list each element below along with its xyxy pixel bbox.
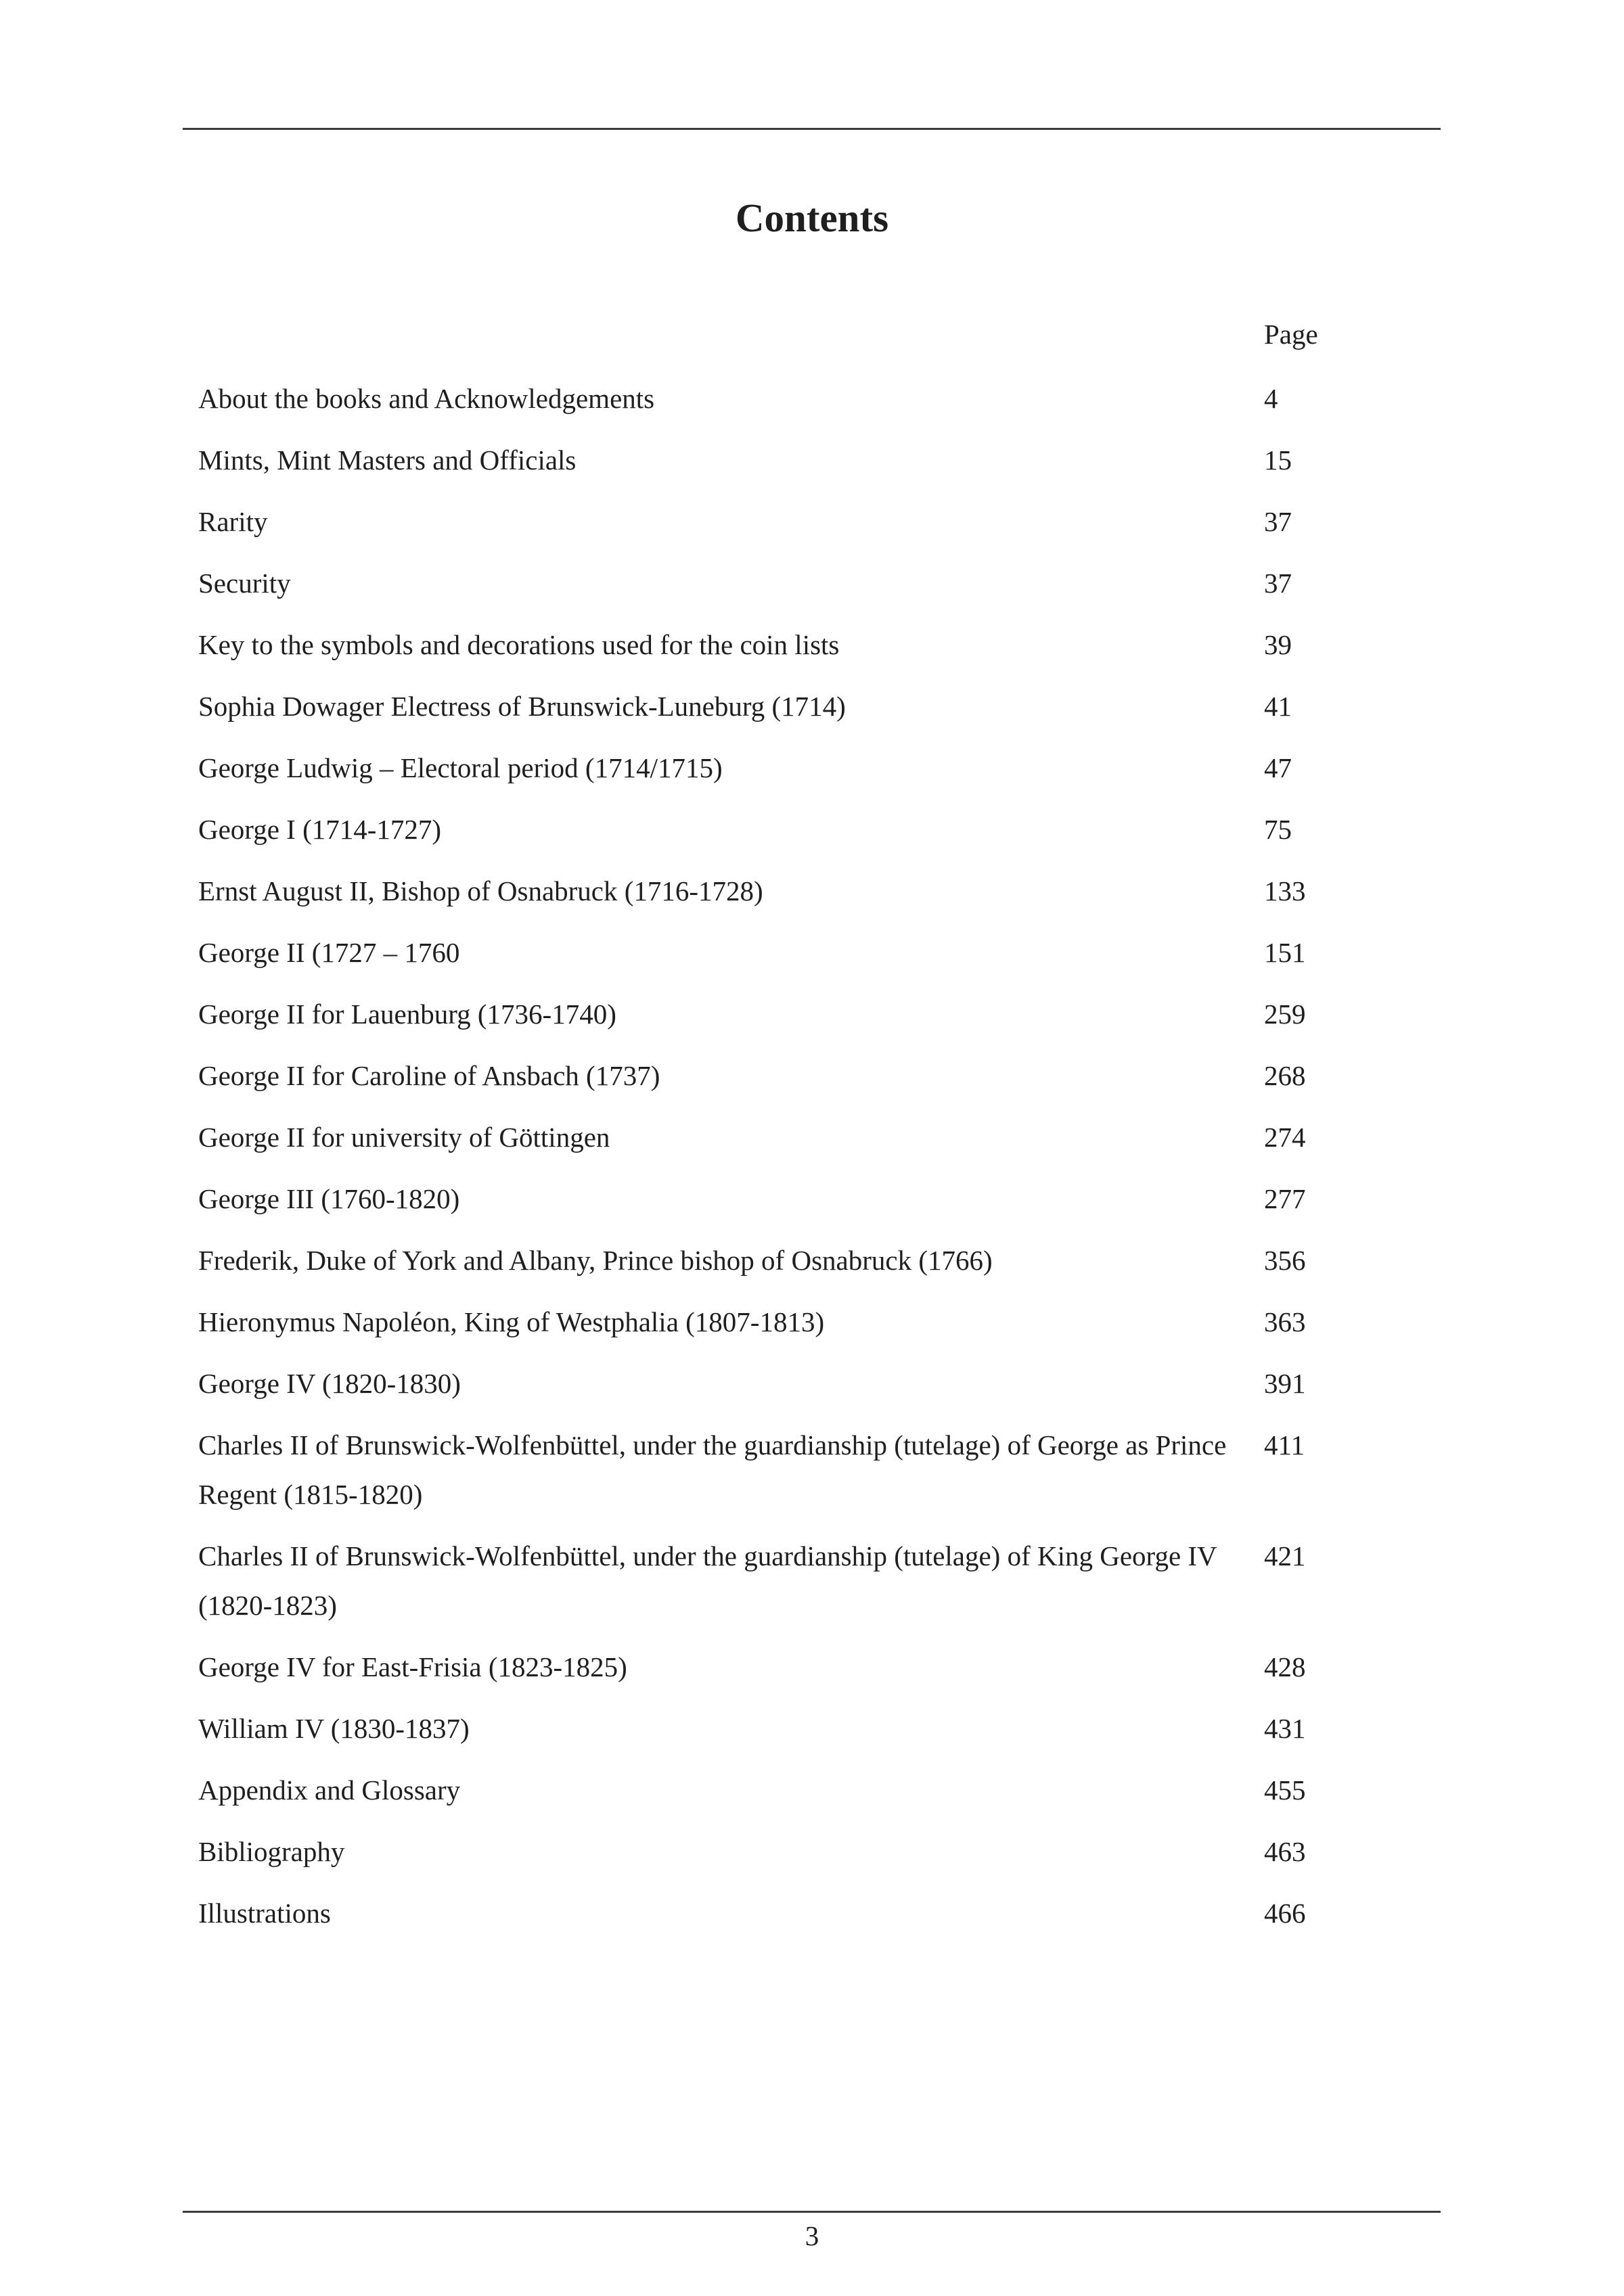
toc-entry: [198, 1174, 1458, 1224]
toc-entry-page: 463: [1264, 1836, 1306, 1867]
toc-entry-label: Security: [198, 568, 291, 599]
toc-entry: [198, 1532, 1458, 1630]
toc-entry: [198, 1704, 1458, 1753]
toc-entry: [198, 559, 1458, 608]
toc-entry-page: 356: [1264, 1245, 1306, 1276]
footer-page-number: 3: [805, 2220, 819, 2251]
toc-entry-page: 455: [1264, 1774, 1306, 1806]
toc-entry-label: Sophia Dowager Electress of Brunswick-Luneburg (1714): [198, 691, 846, 722]
toc-entry-page: 277: [1264, 1183, 1306, 1214]
toc-entry-page: 411: [1264, 1429, 1305, 1461]
toc-entry-page: 431: [1264, 1713, 1306, 1744]
toc-entry-page: 391: [1264, 1368, 1306, 1399]
toc-entry-page: 421: [1264, 1540, 1306, 1571]
toc-entry-label: George II for Caroline of Ansbach (1737): [198, 1060, 660, 1091]
toc-list: [198, 374, 1458, 1950]
toc-entry: [198, 743, 1458, 793]
page-column-header: Page: [1264, 319, 1318, 350]
toc-entry-label: Ernst August II, Bishop of Osnabruck (1716-1728): [198, 875, 763, 906]
toc-entry-page: 37: [1264, 568, 1292, 599]
toc-entry: [198, 1359, 1458, 1408]
toc-entry-label: William IV (1830-1837): [198, 1713, 470, 1744]
toc-entry: [198, 1643, 1458, 1692]
toc-entry-label: Frederik, Duke of York and Albany, Prince bishop of Osnabruck (1766): [198, 1245, 993, 1276]
toc-entry: [198, 805, 1458, 854]
toc-entry-label: George II (1727 – 1760: [198, 937, 460, 968]
toc-entry: [198, 867, 1458, 916]
toc-entry-page: 15: [1264, 444, 1292, 476]
toc-entry: [198, 1113, 1458, 1162]
toc-entry-label: Mints, Mint Masters and Officials: [198, 444, 577, 476]
toc-entry: [198, 1298, 1458, 1347]
toc-entry-label: George IV for East-Frisia (1823-1825): [198, 1651, 627, 1682]
toc-entry-label: George III (1760-1820): [198, 1183, 460, 1214]
toc-entry-label: Illustrations: [198, 1898, 331, 1929]
toc-entry-page: 274: [1264, 1122, 1306, 1153]
toc-entry-label: George IV (1820-1830): [198, 1368, 461, 1399]
toc-entry-label: George Ludwig – Electoral period (1714/1715): [198, 752, 723, 783]
toc-entry-label: Charles II of Brunswick-Wolfenbüttel, under the guardianship (tutelage) of King George IV (1820-1823): [198, 1540, 1217, 1621]
toc-entry-page: 428: [1264, 1651, 1306, 1682]
toc-entry: [198, 1827, 1458, 1877]
toc-entry: [198, 1236, 1458, 1285]
toc-entry-label: About the books and Acknowledgements: [198, 383, 655, 414]
toc-entry-label: George I (1714-1727): [198, 814, 442, 845]
top-rule: [183, 128, 1441, 130]
toc-entry-page: 41: [1264, 691, 1292, 722]
toc-entry-page: 47: [1264, 752, 1292, 783]
toc-entry: [198, 497, 1458, 547]
toc-entry-label: Rarity: [198, 506, 268, 537]
toc-entry-label: George II for Lauenburg (1736-1740): [198, 998, 616, 1030]
toc-entry: [198, 990, 1458, 1039]
toc-entry-label: Appendix and Glossary: [198, 1774, 461, 1806]
toc-entry: [198, 928, 1458, 978]
toc-entry: [198, 682, 1458, 731]
toc-entry-label: Charles II of Brunswick-Wolfenbüttel, under the guardianship (tutelage) of George as Prince Regent (1815-1820): [198, 1429, 1227, 1510]
toc-entry-page: 268: [1264, 1060, 1306, 1091]
toc-entry-page: 39: [1264, 629, 1292, 660]
page-title: Contents: [735, 196, 889, 240]
toc-entry-page: 466: [1264, 1898, 1306, 1929]
toc-entry-page: 151: [1264, 937, 1306, 968]
toc-entry-label: Hieronymus Napoléon, King of Westphalia (1807-1813): [198, 1306, 825, 1337]
toc-entry-page: 133: [1264, 875, 1306, 906]
toc-entry: [198, 1421, 1458, 1519]
toc-entry-label: George II for university of Göttingen: [198, 1122, 610, 1153]
toc-entry: [198, 620, 1458, 670]
toc-entry: [198, 374, 1458, 423]
toc-entry-page: 363: [1264, 1306, 1306, 1337]
toc-entry-page: 37: [1264, 506, 1292, 537]
toc-entry-page: 4: [1264, 383, 1278, 414]
toc-entry: [198, 1766, 1458, 1815]
toc-entry: [198, 1051, 1458, 1101]
toc-entry: [198, 1889, 1458, 1938]
toc-entry-label: Bibliography: [198, 1836, 345, 1867]
toc-entry: [198, 436, 1458, 485]
toc-entry-page: 259: [1264, 998, 1306, 1030]
toc-entry-label: Key to the symbols and decorations used for the coin lists: [198, 629, 840, 660]
toc-entry-page: 75: [1264, 814, 1292, 845]
bottom-rule: [183, 2211, 1441, 2213]
